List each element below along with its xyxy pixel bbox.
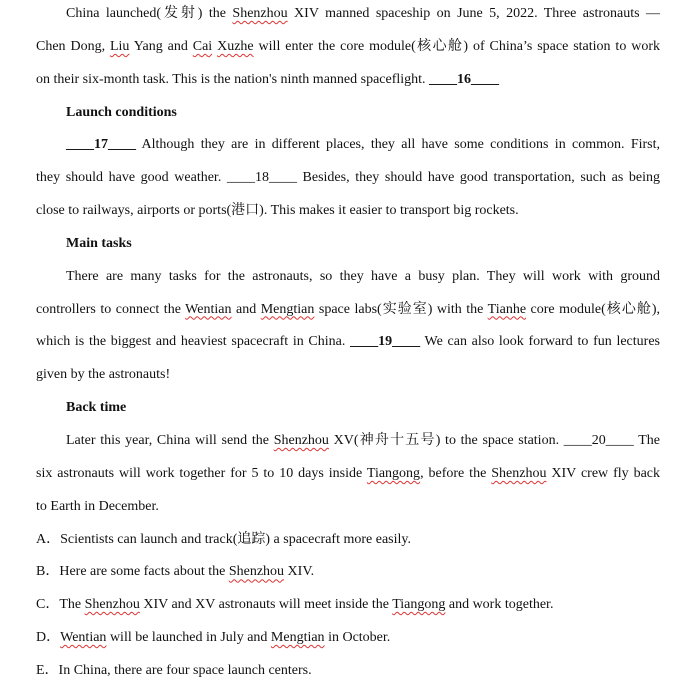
answer-blank-17[interactable]: ____17____ <box>66 137 136 153</box>
answer-option <box>36 627 660 660</box>
text-segment: Later this year, China will send the <box>66 432 274 448</box>
text-line <box>36 331 660 364</box>
text-segment: close to railways, airports or ports(港口). This makes it easier to transport big rockets. <box>36 203 519 219</box>
text-line <box>36 496 660 529</box>
text-segment: and <box>231 301 261 317</box>
text-line <box>36 364 660 397</box>
section-heading <box>36 102 660 135</box>
text-segment: There are many tasks for the astronauts, so they have a busy plan. They will work with ground <box>66 268 660 284</box>
text-segment: Besides, they should have good transportation, such as being <box>296 170 660 186</box>
text-segment: controllers to connect the <box>36 301 186 317</box>
answer-blank-19[interactable]: ____19____ <box>350 334 421 350</box>
paragraph <box>36 134 660 233</box>
text-segment: XIV. <box>284 564 315 580</box>
text-line <box>36 233 660 266</box>
section-heading <box>36 397 660 430</box>
section-heading <box>36 233 660 266</box>
text-line <box>36 134 660 167</box>
text-segment: E．In China, there are four space launch centers. <box>36 662 312 678</box>
text-segment: core module(核心舱), <box>526 301 660 317</box>
text-segment: , before the <box>420 465 492 481</box>
answer-blank-16[interactable]: ____16____ <box>429 71 500 87</box>
text-line <box>36 430 660 463</box>
paragraph <box>36 430 660 529</box>
text-segment: which is the biggest and heaviest spacecraft in China. <box>36 334 351 350</box>
document-page <box>36 3 660 693</box>
text-line <box>36 463 660 496</box>
answer-option <box>36 594 660 627</box>
text-segment: on their six-month task. This is the nation's ninth manned spaceflight. <box>36 71 430 87</box>
text-segment: Launch conditions <box>66 104 177 120</box>
paragraph <box>36 266 660 397</box>
text-segment: A．Scientists can launch and track(追踪) a spacecraft more easily. <box>36 531 411 547</box>
text-segment: The <box>633 432 660 448</box>
text-line <box>36 3 660 36</box>
text-line <box>36 561 660 594</box>
text-segment: Back time <box>66 400 127 416</box>
spellcheck-word: Tiangong <box>366 465 421 481</box>
text-segment: space labs(实验室) with the <box>314 301 488 317</box>
text-segment: Chen Dong, <box>36 38 110 54</box>
spellcheck-word: Shenzhou <box>273 432 329 448</box>
spellcheck-word: Tianhe <box>487 301 527 317</box>
text-line <box>36 36 660 69</box>
text-segment: XV(神舟十五号) to the space station. <box>328 432 564 448</box>
text-segment: D． <box>36 630 61 646</box>
text-segment: Yang and <box>129 38 193 54</box>
spellcheck-word: Liu <box>109 38 130 54</box>
text-segment: they should have good weather. <box>36 170 227 186</box>
answer-blank-18[interactable]: ____18____ <box>226 170 297 186</box>
spellcheck-word: Shenzhou <box>491 465 547 481</box>
text-line <box>36 266 660 299</box>
text-segment: We can also look forward to fun lectures <box>420 334 660 350</box>
text-segment: China launched(发射) the <box>66 6 233 21</box>
text-segment: to Earth in December. <box>36 498 159 514</box>
text-line <box>36 200 660 233</box>
text-line <box>36 397 660 430</box>
answer-option <box>36 660 660 693</box>
spellcheck-word: Wentian <box>185 301 232 317</box>
text-segment: XIV manned spaceship on June 5, 2022. Three astronauts — <box>287 6 660 21</box>
spellcheck-word: Cai <box>192 38 213 54</box>
text-line <box>36 529 660 562</box>
text-line <box>36 660 660 693</box>
text-line <box>36 627 660 660</box>
text-line <box>36 299 660 332</box>
spellcheck-word: Tiangong <box>392 597 446 613</box>
text-line <box>36 167 660 200</box>
answer-option <box>36 561 660 594</box>
text-segment: given by the astronauts! <box>36 367 171 383</box>
spellcheck-word: Shenzhou <box>228 564 285 580</box>
text-segment: B．Here are some facts about the <box>36 564 229 580</box>
answer-option <box>36 529 660 562</box>
text-segment: Although they are in different places, they all have some conditions in common. First, <box>136 137 660 153</box>
paragraph <box>36 3 660 102</box>
text-segment: XIV and XV astronauts will meet inside the <box>139 597 393 613</box>
spellcheck-word: Mengtian <box>270 630 325 646</box>
text-segment: XIV crew fly back <box>546 465 661 481</box>
answer-blank-20[interactable]: ____20____ <box>563 432 634 448</box>
text-segment: in October. <box>324 630 391 646</box>
spellcheck-word: Xuzhe <box>217 38 254 54</box>
text-line <box>36 102 660 135</box>
text-segment: will enter the core module(核心舱) of China’s space station to work <box>253 38 660 54</box>
text-segment: six astronauts will work together for 5 to 10 days inside <box>36 465 367 481</box>
spellcheck-word: Shenzhou <box>232 6 288 21</box>
text-segment: will be launched in July and <box>106 630 271 646</box>
spellcheck-word: Mengtian <box>260 301 315 317</box>
text-segment: C．The <box>36 597 85 613</box>
spellcheck-word: Wentian <box>60 630 107 646</box>
text-segment: and work together. <box>445 597 554 613</box>
spellcheck-word: Shenzhou <box>84 597 140 613</box>
text-line <box>36 594 660 627</box>
text-line <box>36 69 660 102</box>
text-segment: Main tasks <box>66 235 132 251</box>
